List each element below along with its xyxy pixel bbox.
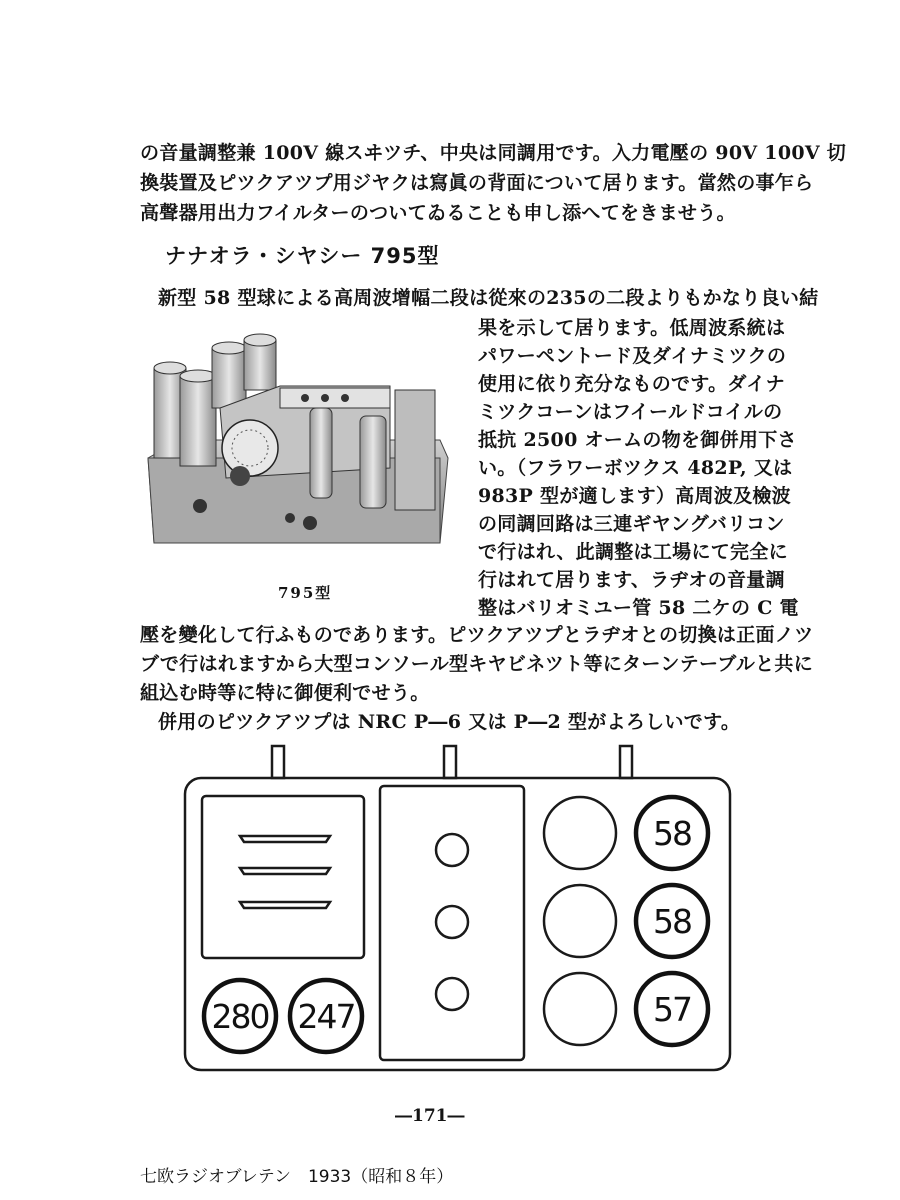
right-line-10: 行はれて居ります、ラヂオの音量調 — [478, 569, 785, 591]
right-line-9: で行はれ、此調整は工場にて完全に — [478, 541, 788, 563]
text-line-1: の音量調整兼 100V 線スヰツチ、中央は同調用です。入力電壓の 90V 100V 切 — [140, 142, 847, 164]
right-line-3: 使用に依り充分なものです。ダイナ — [478, 373, 785, 395]
text-line-first: 新型 58 型球による高周波增幅二段は從來の235の二段よりもかなり良い結 — [158, 287, 819, 309]
right-line-6: い。（フラワーボツクス 482P, 又は — [478, 457, 793, 479]
right-line-2: パワーペントード及ダイナミツクの — [478, 345, 787, 367]
right-line-8: の同調回路は三連ギヤングバリコン — [478, 513, 785, 535]
text-line-3: 高聲器用出力フイルターのついてゐることも申し添へてをきませう。 — [140, 202, 736, 224]
tube-label-58-mid: 58 — [653, 902, 691, 941]
text-line-2: 換裝置及ピツクアツプ用ジヤクは寫眞の背面について居ります。當然の事乍ら — [140, 172, 814, 194]
right-line-11: 整はバリオミユー管 58 二ケの C 電 — [478, 597, 799, 619]
right-line-5: 抵抗 2500 オームの物を御併用下さ — [478, 429, 797, 451]
shaft-center — [444, 746, 456, 778]
shaft-left — [272, 746, 284, 778]
tube-label-57: 57 — [653, 990, 691, 1029]
right-line-7: 983P 型が適します）高周波及檢波 — [478, 485, 791, 507]
chassis-layout-diagram — [180, 738, 740, 1078]
bottom-line-1: 壓を變化して行ふものであります。ピツクアツプとラヂオとの切換は正面ノツ — [140, 624, 814, 646]
right-line-1: 果を示して居ります。低周波系統は — [478, 317, 786, 339]
bottom-line-2: ブで行はれますから大型コンソール型キヤビネツト等にターンテーブルと共に — [140, 653, 814, 675]
right-line-4: ミツクコーンはフイールドコイルの — [478, 401, 783, 423]
chassis-photo — [140, 328, 460, 568]
section-heading: ナナオラ・シヤシー 795型 — [165, 244, 440, 268]
tube-label-247: 247 — [297, 997, 355, 1036]
footer-caption: 七欧ラジオブレテン 1933（昭和８年） — [140, 1167, 454, 1187]
tube-label-280: 280 — [211, 997, 269, 1036]
page-number: ―171― — [395, 1106, 465, 1126]
shaft-right — [620, 746, 632, 778]
photo-caption: 795型 — [278, 584, 333, 602]
bottom-line-3: 組込む時等に特に御便利でせう。 — [140, 682, 430, 704]
tube-label-58-top: 58 — [653, 814, 691, 853]
bottom-line-4: 併用のピツクアツプは NRC P―6 又は P―2 型がよろしいです。 — [158, 711, 741, 733]
